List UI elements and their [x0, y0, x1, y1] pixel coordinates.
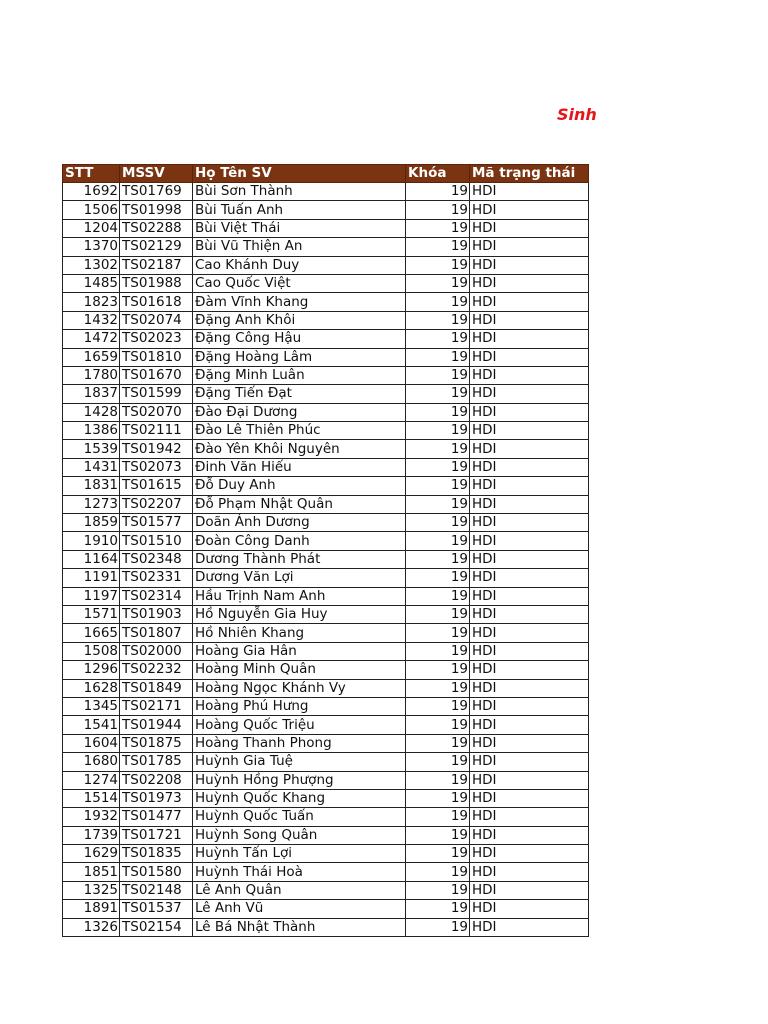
- table-row: [63, 385, 589, 403]
- name-cell: Đoàn Công Danh: [193, 532, 406, 550]
- stt-cell: 1571: [63, 605, 120, 623]
- status-code-cell: HDI: [470, 569, 589, 587]
- khoa-cell: 19: [406, 863, 470, 881]
- table-row: [63, 642, 589, 660]
- name-cell: Đặng Anh Khôi: [193, 311, 406, 329]
- table-row: [63, 753, 589, 771]
- stt-cell: 1665: [63, 624, 120, 642]
- table-row: [63, 808, 589, 826]
- stt-cell: 1659: [63, 348, 120, 366]
- stt-cell: 1508: [63, 642, 120, 660]
- name-cell: Dương Thành Phát: [193, 550, 406, 568]
- table-row: [63, 863, 589, 881]
- status-code-cell: HDI: [470, 256, 589, 274]
- stt-cell: 1629: [63, 845, 120, 863]
- mssv-cell: TS02000: [120, 642, 193, 660]
- name-cell: Bùi Tuấn Anh: [193, 201, 406, 219]
- table-body: [63, 183, 589, 937]
- stt-cell: 1428: [63, 403, 120, 421]
- name-cell: Hồ Nhiên Khang: [193, 624, 406, 642]
- mssv-cell: TS02331: [120, 569, 193, 587]
- name-cell: Huỳnh Hồng Phượng: [193, 771, 406, 789]
- khoa-cell: 19: [406, 458, 470, 476]
- status-code-cell: HDI: [470, 183, 589, 201]
- mssv-cell: TS01769: [120, 183, 193, 201]
- status-code-cell: HDI: [470, 293, 589, 311]
- status-code-cell: HDI: [470, 789, 589, 807]
- stt-cell: 1326: [63, 918, 120, 936]
- name-cell: Hoàng Minh Quân: [193, 661, 406, 679]
- khoa-cell: 19: [406, 808, 470, 826]
- name-cell: Doãn Ánh Dương: [193, 514, 406, 532]
- mssv-cell: TS01721: [120, 826, 193, 844]
- name-cell: Huỳnh Tấn Lợi: [193, 845, 406, 863]
- mssv-cell: TS02314: [120, 587, 193, 605]
- mssv-cell: TS01988: [120, 274, 193, 292]
- mssv-cell: TS01942: [120, 440, 193, 458]
- status-code-cell: HDI: [470, 458, 589, 476]
- mssv-cell: TS01849: [120, 679, 193, 697]
- stt-cell: 1851: [63, 863, 120, 881]
- status-code-cell: HDI: [470, 697, 589, 715]
- table-row: [63, 274, 589, 292]
- table-row: [63, 311, 589, 329]
- khoa-cell: 19: [406, 201, 470, 219]
- mssv-cell: TS01903: [120, 605, 193, 623]
- table-row: [63, 532, 589, 550]
- name-cell: Đào Đại Dương: [193, 403, 406, 421]
- table-row: [63, 679, 589, 697]
- stt-cell: 1164: [63, 550, 120, 568]
- status-code-cell: HDI: [470, 845, 589, 863]
- stt-cell: 1191: [63, 569, 120, 587]
- name-cell: Đào Lê Thiên Phúc: [193, 422, 406, 440]
- status-code-cell: HDI: [470, 238, 589, 256]
- stt-cell: 1325: [63, 881, 120, 899]
- stt-cell: 1859: [63, 514, 120, 532]
- mssv-cell: TS02348: [120, 550, 193, 568]
- table-row: [63, 440, 589, 458]
- stt-cell: 1910: [63, 532, 120, 550]
- name-cell: Lê Bá Nhật Thành: [193, 918, 406, 936]
- mssv-cell: TS02187: [120, 256, 193, 274]
- name-cell: Bùi Sơn Thành: [193, 183, 406, 201]
- stt-cell: 1197: [63, 587, 120, 605]
- stt-cell: 1345: [63, 697, 120, 715]
- stt-cell: 1514: [63, 789, 120, 807]
- name-cell: Hoàng Gia Hân: [193, 642, 406, 660]
- khoa-cell: 19: [406, 826, 470, 844]
- status-code-cell: HDI: [470, 808, 589, 826]
- name-cell: Hoàng Phú Hưng: [193, 697, 406, 715]
- table-row: [63, 219, 589, 237]
- khoa-cell: 19: [406, 734, 470, 752]
- status-code-cell: HDI: [470, 900, 589, 918]
- table-row: [63, 900, 589, 918]
- status-code-cell: HDI: [470, 311, 589, 329]
- mssv-cell: TS02148: [120, 881, 193, 899]
- khoa-cell: 19: [406, 440, 470, 458]
- status-code-cell: HDI: [470, 201, 589, 219]
- stt-cell: 1628: [63, 679, 120, 697]
- status-code-cell: HDI: [470, 679, 589, 697]
- khoa-cell: 19: [406, 330, 470, 348]
- khoa-cell: 19: [406, 642, 470, 660]
- status-code-cell: HDI: [470, 403, 589, 421]
- khoa-cell: 19: [406, 219, 470, 237]
- khoa-cell: 19: [406, 348, 470, 366]
- table-row: [63, 422, 589, 440]
- mssv-cell: TS01670: [120, 366, 193, 384]
- name-cell: Đàm Vĩnh Khang: [193, 293, 406, 311]
- title-clip: [540, 104, 597, 128]
- status-code-cell: HDI: [470, 495, 589, 513]
- khoa-cell: 19: [406, 569, 470, 587]
- mssv-cell: TS01580: [120, 863, 193, 881]
- mssv-cell: TS01998: [120, 201, 193, 219]
- khoa-cell: 19: [406, 238, 470, 256]
- mssv-cell: TS01599: [120, 385, 193, 403]
- khoa-cell: 19: [406, 403, 470, 421]
- mssv-cell: TS02129: [120, 238, 193, 256]
- col-header-status-code: Mã trạng thái: [470, 165, 589, 183]
- table-row: [63, 403, 589, 421]
- khoa-cell: 19: [406, 532, 470, 550]
- mssv-cell: TS02074: [120, 311, 193, 329]
- status-code-cell: HDI: [470, 330, 589, 348]
- khoa-cell: 19: [406, 587, 470, 605]
- status-code-cell: HDI: [470, 532, 589, 550]
- khoa-cell: 19: [406, 183, 470, 201]
- mssv-cell: TS01537: [120, 900, 193, 918]
- name-cell: Hoàng Quốc Triệu: [193, 716, 406, 734]
- name-cell: Đào Yên Khôi Nguyên: [193, 440, 406, 458]
- mssv-cell: TS01510: [120, 532, 193, 550]
- col-header-name: Họ Tên SV: [193, 165, 406, 183]
- stt-cell: 1932: [63, 808, 120, 826]
- mssv-cell: TS02073: [120, 458, 193, 476]
- name-cell: Bùi Vũ Thiện An: [193, 238, 406, 256]
- status-code-cell: HDI: [470, 514, 589, 532]
- table-row: [63, 293, 589, 311]
- stt-cell: 1296: [63, 661, 120, 679]
- table-row: [63, 605, 589, 623]
- status-code-cell: HDI: [470, 587, 589, 605]
- khoa-cell: 19: [406, 422, 470, 440]
- page-title: Sinh: [557, 105, 597, 124]
- stt-cell: 1432: [63, 311, 120, 329]
- name-cell: Đặng Minh Luân: [193, 366, 406, 384]
- table-row: [63, 348, 589, 366]
- name-cell: Cao Khánh Duy: [193, 256, 406, 274]
- khoa-cell: 19: [406, 274, 470, 292]
- table-row: [63, 330, 589, 348]
- khoa-cell: 19: [406, 661, 470, 679]
- table-row: [63, 458, 589, 476]
- stt-cell: 1273: [63, 495, 120, 513]
- stt-cell: 1386: [63, 422, 120, 440]
- status-code-cell: HDI: [470, 863, 589, 881]
- khoa-cell: 19: [406, 881, 470, 899]
- table-row: [63, 569, 589, 587]
- table-row: [63, 550, 589, 568]
- stt-cell: 1739: [63, 826, 120, 844]
- name-cell: Dương Văn Lợi: [193, 569, 406, 587]
- khoa-cell: 19: [406, 293, 470, 311]
- name-cell: Huỳnh Song Quân: [193, 826, 406, 844]
- table-row: [63, 918, 589, 936]
- name-cell: Hồ Nguyễn Gia Huy: [193, 605, 406, 623]
- status-code-cell: HDI: [470, 826, 589, 844]
- stt-cell: 1485: [63, 274, 120, 292]
- mssv-cell: TS01477: [120, 808, 193, 826]
- mssv-cell: TS02232: [120, 661, 193, 679]
- name-cell: Hoàng Ngọc Khánh Vy: [193, 679, 406, 697]
- stt-cell: 1680: [63, 753, 120, 771]
- name-cell: Huỳnh Thái Hoà: [193, 863, 406, 881]
- stt-cell: 1837: [63, 385, 120, 403]
- table-row: [63, 789, 589, 807]
- stt-cell: 1692: [63, 183, 120, 201]
- student-table: [62, 164, 589, 937]
- khoa-cell: 19: [406, 385, 470, 403]
- stt-cell: 1431: [63, 458, 120, 476]
- khoa-cell: 19: [406, 679, 470, 697]
- table-row: [63, 716, 589, 734]
- header-row: [63, 165, 589, 183]
- stt-cell: 1370: [63, 238, 120, 256]
- table-row: [63, 661, 589, 679]
- khoa-cell: 19: [406, 900, 470, 918]
- status-code-cell: HDI: [470, 219, 589, 237]
- mssv-cell: TS01973: [120, 789, 193, 807]
- col-header-stt: STT: [63, 165, 120, 183]
- khoa-cell: 19: [406, 605, 470, 623]
- khoa-cell: 19: [406, 550, 470, 568]
- stt-cell: 1604: [63, 734, 120, 752]
- khoa-cell: 19: [406, 311, 470, 329]
- table-row: [63, 734, 589, 752]
- khoa-cell: 19: [406, 789, 470, 807]
- status-code-cell: HDI: [470, 624, 589, 642]
- name-cell: Đinh Văn Hiếu: [193, 458, 406, 476]
- table-row: [63, 183, 589, 201]
- status-code-cell: HDI: [470, 771, 589, 789]
- col-header-mssv: MSSV: [120, 165, 193, 183]
- stt-cell: 1302: [63, 256, 120, 274]
- table-row: [63, 697, 589, 715]
- status-code-cell: HDI: [470, 385, 589, 403]
- stt-cell: 1472: [63, 330, 120, 348]
- stt-cell: 1891: [63, 900, 120, 918]
- name-cell: Lê Anh Quân: [193, 881, 406, 899]
- status-code-cell: HDI: [470, 348, 589, 366]
- table-row: [63, 845, 589, 863]
- mssv-cell: TS01810: [120, 348, 193, 366]
- mssv-cell: TS01944: [120, 716, 193, 734]
- stt-cell: 1541: [63, 716, 120, 734]
- stt-cell: 1274: [63, 771, 120, 789]
- table-row: [63, 201, 589, 219]
- name-cell: Huỳnh Quốc Tuấn: [193, 808, 406, 826]
- mssv-cell: TS02288: [120, 219, 193, 237]
- mssv-cell: TS01835: [120, 845, 193, 863]
- khoa-cell: 19: [406, 514, 470, 532]
- table-row: [63, 624, 589, 642]
- table-row: [63, 881, 589, 899]
- khoa-cell: 19: [406, 366, 470, 384]
- khoa-cell: 19: [406, 771, 470, 789]
- status-code-cell: HDI: [470, 881, 589, 899]
- stt-cell: 1204: [63, 219, 120, 237]
- stt-cell: 1506: [63, 201, 120, 219]
- table-row: [63, 514, 589, 532]
- khoa-cell: 19: [406, 477, 470, 495]
- table-row: [63, 477, 589, 495]
- col-header-khoa: Khóa: [406, 165, 470, 183]
- status-code-cell: HDI: [470, 918, 589, 936]
- status-code-cell: HDI: [470, 366, 589, 384]
- khoa-cell: 19: [406, 256, 470, 274]
- mssv-cell: TS01615: [120, 477, 193, 495]
- mssv-cell: TS02171: [120, 697, 193, 715]
- name-cell: Đặng Tiến Đạt: [193, 385, 406, 403]
- name-cell: Huỳnh Gia Tuệ: [193, 753, 406, 771]
- status-code-cell: HDI: [470, 642, 589, 660]
- khoa-cell: 19: [406, 845, 470, 863]
- status-code-cell: HDI: [470, 440, 589, 458]
- name-cell: Huỳnh Quốc Khang: [193, 789, 406, 807]
- status-code-cell: HDI: [470, 661, 589, 679]
- status-code-cell: HDI: [470, 605, 589, 623]
- khoa-cell: 19: [406, 716, 470, 734]
- status-code-cell: HDI: [470, 422, 589, 440]
- khoa-cell: 19: [406, 918, 470, 936]
- mssv-cell: TS02208: [120, 771, 193, 789]
- table-row: [63, 826, 589, 844]
- mssv-cell: TS02023: [120, 330, 193, 348]
- stt-cell: 1539: [63, 440, 120, 458]
- name-cell: Hoàng Thanh Phong: [193, 734, 406, 752]
- stt-cell: 1780: [63, 366, 120, 384]
- table-row: [63, 495, 589, 513]
- mssv-cell: TS01785: [120, 753, 193, 771]
- khoa-cell: 19: [406, 697, 470, 715]
- table-row: [63, 587, 589, 605]
- mssv-cell: TS01618: [120, 293, 193, 311]
- status-code-cell: HDI: [470, 550, 589, 568]
- mssv-cell: TS01875: [120, 734, 193, 752]
- status-code-cell: HDI: [470, 753, 589, 771]
- status-code-cell: HDI: [470, 274, 589, 292]
- stt-cell: 1831: [63, 477, 120, 495]
- status-code-cell: HDI: [470, 716, 589, 734]
- mssv-cell: TS01807: [120, 624, 193, 642]
- name-cell: Đặng Hoàng Lâm: [193, 348, 406, 366]
- name-cell: Đỗ Phạm Nhật Quân: [193, 495, 406, 513]
- mssv-cell: TS02154: [120, 918, 193, 936]
- khoa-cell: 19: [406, 495, 470, 513]
- khoa-cell: 19: [406, 624, 470, 642]
- name-cell: Đặng Công Hậu: [193, 330, 406, 348]
- table-row: [63, 256, 589, 274]
- table-row: [63, 238, 589, 256]
- stt-cell: 1823: [63, 293, 120, 311]
- table-row: [63, 771, 589, 789]
- name-cell: Lê Anh Vũ: [193, 900, 406, 918]
- table-row: [63, 366, 589, 384]
- khoa-cell: 19: [406, 753, 470, 771]
- name-cell: Đỗ Duy Anh: [193, 477, 406, 495]
- name-cell: Bùi Việt Thái: [193, 219, 406, 237]
- name-cell: Cao Quốc Việt: [193, 274, 406, 292]
- mssv-cell: TS02111: [120, 422, 193, 440]
- mssv-cell: TS02207: [120, 495, 193, 513]
- name-cell: Hầu Trịnh Nam Anh: [193, 587, 406, 605]
- status-code-cell: HDI: [470, 734, 589, 752]
- mssv-cell: TS02070: [120, 403, 193, 421]
- mssv-cell: TS01577: [120, 514, 193, 532]
- status-code-cell: HDI: [470, 477, 589, 495]
